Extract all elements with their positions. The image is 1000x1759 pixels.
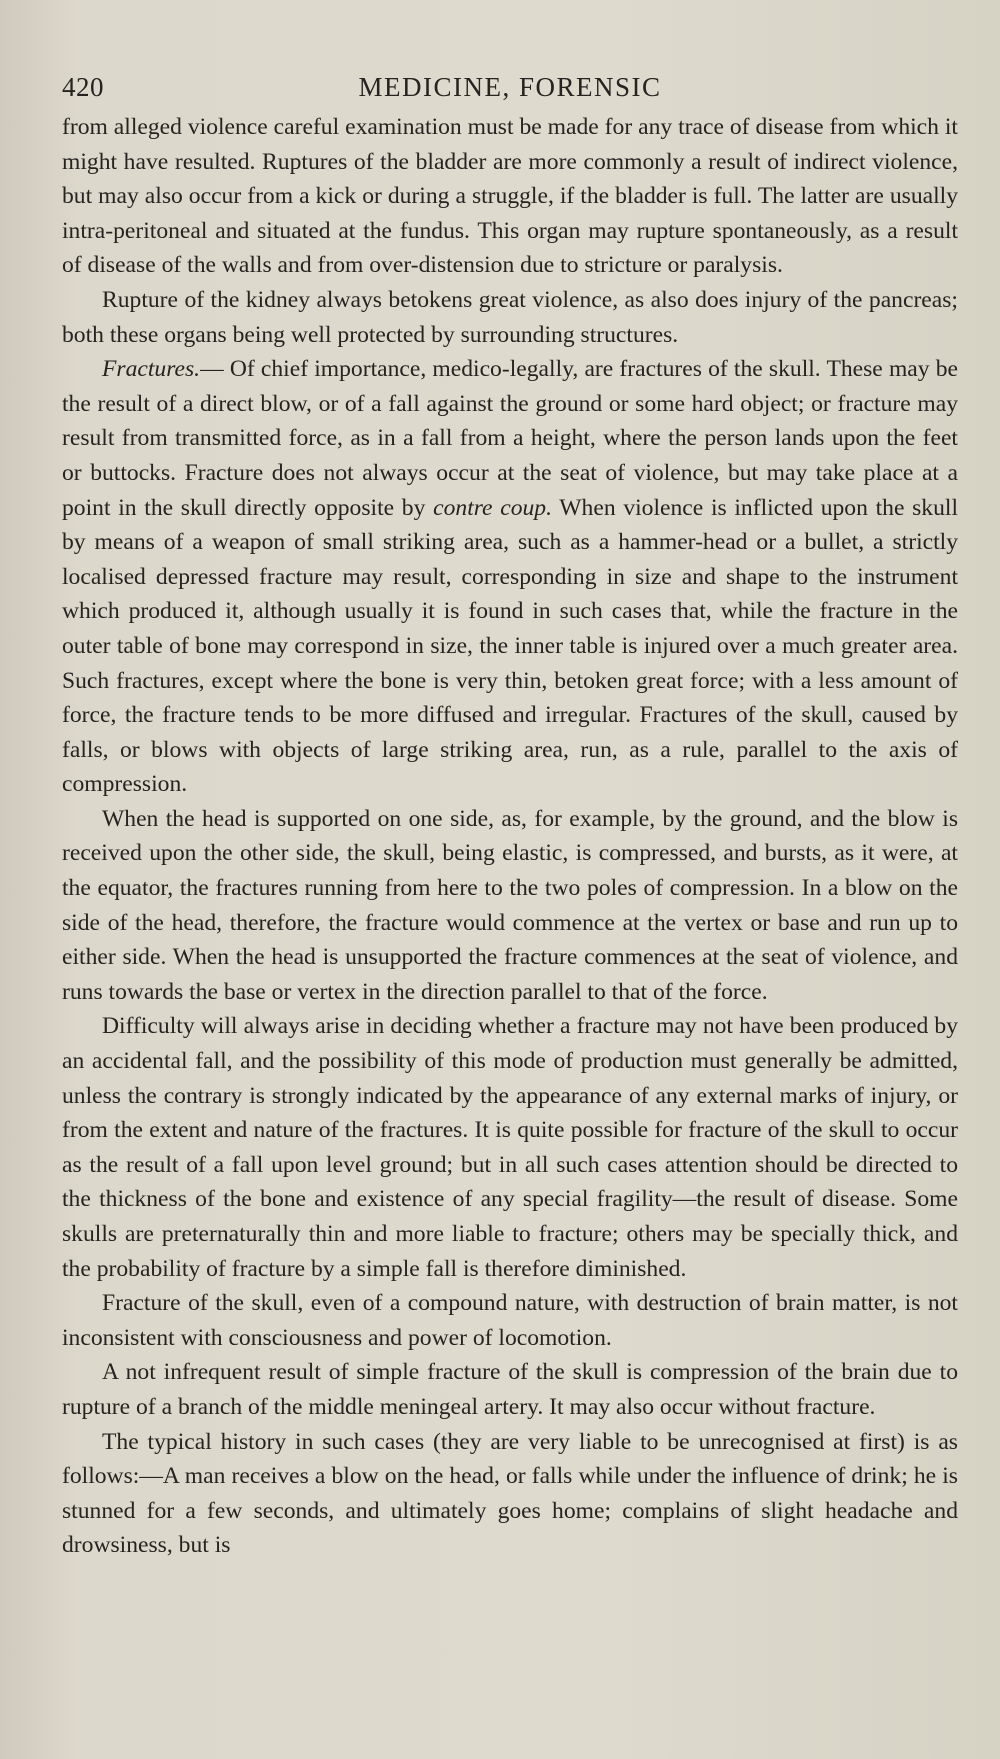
paragraph-text: Fracture of the skull, even of a compound nature, with destruction of brain matter, is not inconsistent with consciousness and power of locomotion. [62, 1290, 958, 1351]
paragraph-text: The typical history in such cases (they are very liable to be unrecognised at first) is as follows:—A man receives a blow on the head, or falls while under the influence of drink; he is stunned for a few seconds, and ultimately goes home; complains of slight headache and drowsiness, but is [62, 1428, 958, 1559]
paragraph-text: — Of chief importance, medico-legally, are fractures of the skull. These may be the result of a direct blow, or of a fall against the ground or some hard object; or fracture may result from transmitted force, as in a fall from a height, where the person lands upon the feet or buttocks. Fracture does not always occur at the seat of violence, but may take place at a point in the skull directly opposite by [62, 356, 958, 521]
body-text [62, 110, 958, 1563]
section-lead-fractures: Fractures. [102, 356, 201, 383]
paragraph-compound-fracture [62, 1286, 958, 1355]
paragraph-text: When the head is supported on one side, as, for example, by the ground, and the blow is received upon the other side, the skull, being elastic, is compressed, and bursts, as it were, at the equator, the fractures running from here to the two poles of compression. In a blow on the side of the head, therefore, the fracture would commence at the vertex or base and run up to either side. When the head is unsupported the fracture commences at the seat of violence, and runs towards the base or vertex in the direction parallel to that of the force. [62, 805, 958, 1005]
paragraph-text: Difficulty will always arise in deciding whether a fracture may not have been produced by an accidental fall, and the possibility of this mode of production must generally be admitted, unless the contrary is strongly indicated by the appearance of any external marks of injury, or from the extent and nature of the fractures. It is quite possible for fracture of the skull to occur as the result of a fall upon level ground; but in all such cases attention should be directed to the thickness of the bone and existence of any special fragility—the result of disease. Some skulls are preternaturally thin and more liable to fracture; others may be specially thick, and the probability of fracture by a simple fall is therefore diminished. [62, 1013, 958, 1282]
paragraph-difficulty [62, 1009, 958, 1286]
paragraph-bladder-rupture [62, 110, 958, 283]
paragraph-text-continued: When violence is inflicted upon the skull by means of a weapon of small striking area, such as a hammer-head or a bullet, a strictly localised depressed fracture may result, corresponding in size and shape to the instrument which produced it, although usually it is found in such cases that, while the fracture in the outer table of bone may correspond in size, the inner table is injured over a much greater area. Such fractures, except where the bone is very thin, betoken great force; with a less amount of force, the fracture tends to be more diffused and irregular. Fractures of the skull, caused by falls, or blows with objects of large striking area, run, as a rule, parallel to the axis of compression. [62, 494, 959, 798]
paragraph-fractures [62, 352, 958, 802]
paragraph-typical-history [62, 1425, 958, 1563]
running-header [62, 62, 958, 110]
paragraph-text: Rupture of the kidney always betokens great violence, as also does injury of the pancreas; both these organs being well protected by surrounding structures. [62, 286, 958, 348]
paragraph-compression [62, 1355, 958, 1424]
paragraph-kidney-rupture [62, 283, 958, 352]
paragraph-head-supported [62, 802, 958, 1010]
paragraph-text: A not infrequent result of simple fracture of the skull is compression of the brain due to rupture of a branch of the middle meningeal artery. It may also occur without fracture. [62, 1359, 958, 1420]
page-number: 420 [62, 72, 104, 102]
running-title: MEDICINE, FORENSIC [358, 72, 662, 102]
italic-term-contre-coup: contre coup. [433, 494, 552, 521]
paragraph-text: from alleged violence careful examination must be made for any trace of disease from which it might have resulted. Ruptures of the bladder are more commonly a result of indirect violence, but may also occur from a kick or during a struggle, if the bladder is full. The latter are usually intra-peritoneal and situated at the fundus. This organ may rupture spontaneously, as a result of disease of the walls and from over-distension due to stricture or paralysis. [62, 114, 958, 279]
